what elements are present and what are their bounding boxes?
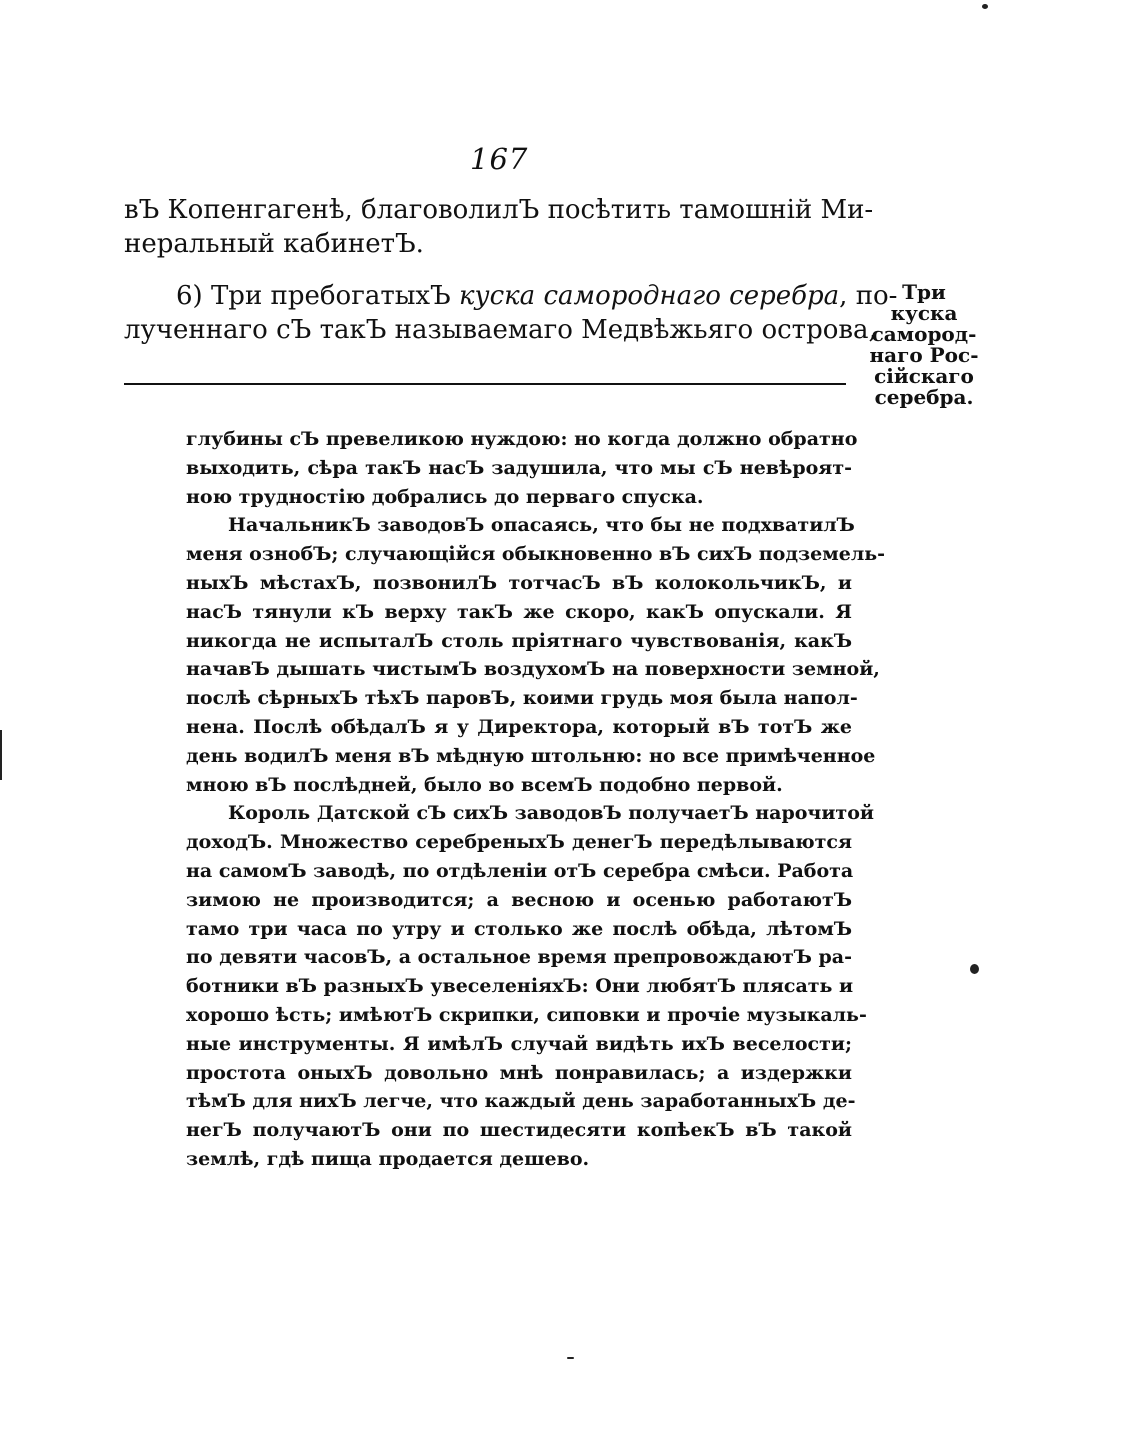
item-number: 6) bbox=[176, 281, 203, 311]
scan-edge-mark bbox=[0, 730, 2, 780]
footnote-line: землѣ, гдѣ пища продается дешево. bbox=[186, 1148, 590, 1170]
footnote-line: тѣмЪ для нихЪ легче, что каждый день заработанныхЪ де- bbox=[186, 1090, 856, 1113]
main-text-line: неральный кабинетЪ. bbox=[124, 229, 424, 259]
margin-note-line: самород- bbox=[871, 322, 977, 346]
footnote-line: НачальникЪ заводовЪ опасаясь, что бы не подхватилЪ bbox=[228, 514, 855, 537]
margin-note-line: сійскаго bbox=[874, 364, 974, 388]
footnote-line: Король Датской сЪ сихЪ заводовЪ получаетЪ нарочитой bbox=[228, 802, 874, 825]
main-text-segment: Три пребогатыхЪ bbox=[210, 281, 451, 311]
scan-speck bbox=[567, 1357, 574, 1359]
margin-note bbox=[868, 282, 980, 408]
footnote-line: зимою не производится; а весною и осенью работаютЪ bbox=[186, 888, 852, 911]
footnote-line: нена. Послѣ обѣдалЪ я у Директора, который вЪ тотЪ же bbox=[186, 716, 852, 738]
footnote-line: простота оныхЪ довольно мнѣ понравилась; а издержки bbox=[186, 1061, 852, 1084]
main-text-emphasis: куска самороднаго серебра bbox=[458, 281, 840, 311]
footnote-line: день водилЪ меня вЪ мѣдную штольню: но все примѣченное bbox=[186, 744, 876, 767]
footnote-line: хорошо ѣсть; имѣютЪ скрипки, сиповки и прочіе музыкаль- bbox=[186, 1004, 867, 1026]
footnote-line: ныхЪ мѣстахЪ, позвонилЪ тотчасЪ вЪ колокольчикЪ, и bbox=[186, 572, 852, 594]
footnote-line: на самомЪ заводѣ, по отдѣленіи отЪ серебра смѣси. Работа bbox=[186, 860, 854, 882]
margin-note-line: Три куска bbox=[890, 280, 958, 325]
footnote-line: выходить, сѣра такЪ насЪ задушила, что мы сЪ невѣроят- bbox=[186, 456, 852, 479]
footnote-line: доходЪ. Множество серебреныхЪ денегЪ передѣлываются bbox=[186, 831, 852, 854]
footnote-line: меня ознобЪ; случающійся обыкновенно вЪ сихЪ подземель- bbox=[186, 543, 886, 566]
footnote-line: никогда не испыталЪ столь пріятнаго чувствованія, какЪ bbox=[186, 629, 852, 652]
page-number: 167 bbox=[470, 142, 529, 176]
footnote-line: ные инструменты. Я имѣлЪ случай видѣть ихЪ веселости; bbox=[186, 1032, 852, 1055]
main-text-line: лученнаго сЪ такЪ называемаго Медвѣжьяго острова, bbox=[124, 315, 877, 345]
scan-speck bbox=[970, 964, 979, 974]
main-text-item-6 bbox=[124, 279, 898, 313]
main-text-line: вЪ Копенгагенѣ, благоволилЪ посѣтить тамошній Ми- bbox=[124, 195, 874, 225]
footnote-line: насЪ тянули кЪ верху такЪ же скоро, какЪ опускали. Я bbox=[186, 600, 852, 623]
footnote-line: ною трудностію добрались до перваго спуска. bbox=[186, 485, 704, 508]
footnote-line: негЪ получаютЪ они по шестидесяти копѣекЪ вЪ такой bbox=[186, 1119, 852, 1142]
footnote-line: по девяти часовЪ, а остальное время препровождаютЪ ра- bbox=[186, 946, 852, 969]
margin-note-line: серебра. bbox=[874, 385, 974, 409]
footnote-line: мною вЪ послѣдней, было во всемЪ подобно первой. bbox=[186, 773, 783, 796]
footnote-line: глубины сЪ превеликою нуждою: но когда должно обратно bbox=[186, 428, 858, 450]
footnote-line: послѣ сѣрныхЪ тѣхЪ паровЪ, коими грудь моя была напол- bbox=[186, 687, 858, 710]
footnote-divider bbox=[124, 383, 846, 385]
footnote-line: начавЪ дышать чистымЪ воздухомЪ на поверхности земной, bbox=[186, 658, 880, 681]
scan-speck bbox=[982, 4, 988, 9]
footnote-line: тамо три часа по утру и столько же послѣ обѣда, лѣтомЪ bbox=[186, 917, 852, 940]
footnote-line: ботники вЪ разныхЪ увеселеніяхЪ: Они любятЪ плясать и bbox=[186, 975, 854, 998]
main-text-segment: , по- bbox=[839, 281, 898, 311]
margin-note-line: наго Рос- bbox=[869, 343, 979, 367]
